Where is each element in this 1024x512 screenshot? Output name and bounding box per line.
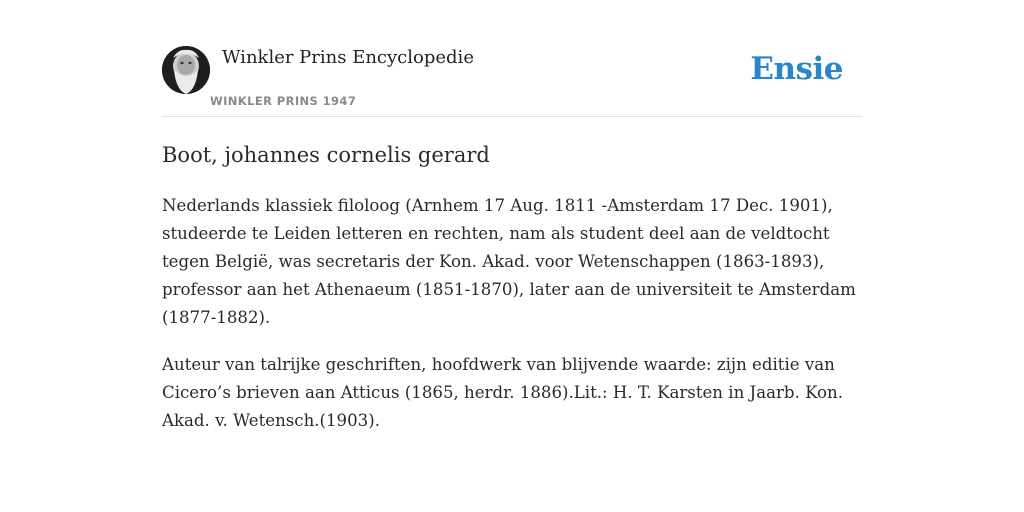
entry-header: [162, 0, 862, 117]
entry-card: [162, 0, 862, 512]
entry-title: Boot, johannes cornelis gerard: [162, 143, 490, 167]
entry-paragraph-1: Nederlands klassiek filoloog (Arnhem 17 Aug. 1811 -Amsterdam 17 Dec. 1901), studeerde te Leiden letteren en rechten, nam als student deel aan de veldtocht tegen België, was secretaris der Kon. Akad. voor Wetenschappen (1863-1893), professor aan het Athenaeum (1851-1870), later aan de universiteit te Amsterdam (1877-1882).: [162, 196, 856, 327]
entry-paragraph-2: Auteur van talrijke geschriften, hoofdwerk van blijvende waarde: zijn editie van Cicero’s brieven aan Atticus (1865, herdr. 1886).Lit.: H. T. Karsten in Jaarb. Kon. Akad. v. Wetensch.(1903).: [162, 355, 843, 430]
ensie-logo[interactable]: Ensie: [750, 51, 843, 87]
source-label[interactable]: WINKLER PRINS 1947: [210, 94, 357, 108]
bearded-man-portrait-icon[interactable]: [162, 46, 210, 94]
site-title[interactable]: Winkler Prins Encyclopedie: [222, 47, 474, 68]
